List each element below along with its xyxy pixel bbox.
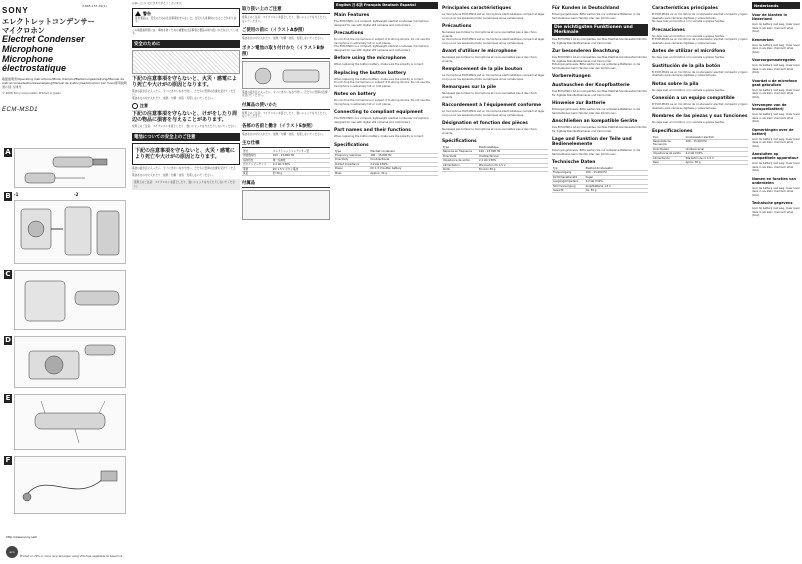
figure-b: [14, 200, 126, 264]
en-before-body: When replacing the button battery, make sure the polarity is correct.: [334, 63, 424, 66]
table-row: 出力インピーダンス 2.2 kΩ ±30%: [242, 163, 330, 167]
table-row: Ausgangsimpedanz 2,2 kΩ ±30%: [552, 180, 648, 184]
big-caution-text: 下記の注意事項を守らないと、けがをしたり周辺の物品に損害を与えることがあります。: [132, 111, 238, 123]
table-row: Mass Approx. 30 g: [334, 171, 438, 175]
en-precautions-heading: Precautions: [334, 31, 364, 36]
language-bar: English 日本語 Français Deutsch Español: [334, 2, 438, 9]
figure-label-e: E: [5, 394, 11, 402]
nl-before-heading: Voordat u de microfoon gaat gebruiken: [752, 78, 798, 87]
table-row: Output impedance 2.2 kΩ ±30%: [334, 162, 438, 166]
es-notes-body: No deje caer el micrófono ni lo someta a golpes fuertes.: [652, 88, 725, 92]
es-precautions-heading: Precauciones: [652, 27, 685, 33]
figure-e: [14, 394, 126, 450]
cable-illustration: [15, 457, 127, 515]
battery-replacement-illustration: [15, 201, 127, 265]
de-prep-heading: Vorbereitungen: [552, 74, 591, 79]
jp-battery-body: 電池の液が目に入ったら、すぐにきれいな水で洗い、ただちに医師の治療を受けてください。: [242, 90, 328, 97]
figure-a: [14, 148, 126, 188]
jp-body-b-repeat: 電池を火の中に入れたり、加熱・分解・改造・充電しないでください。: [132, 173, 215, 177]
dutch-column: [752, 2, 800, 562]
en-specs-heading: Specifications: [334, 142, 369, 148]
fr-replace-body: Le microphone ECM-MSD1 est un microphone électrostatique compact et léger conçu pour les appareils photo numériques et les caméscopes.: [442, 74, 545, 81]
de-replace-body: Das ECM-MSD1 ist ein kompaktes, leichtes Elektret-Kondensatormikrofon für digitale Standbildkameras und Camcorder.: [552, 90, 647, 97]
fr-before-heading: Avant d'utiliser le microphone: [442, 49, 517, 54]
nl-connect-heading: Aansluiten op compatibele apparatuur: [752, 152, 799, 160]
de-parts-body: Entsorgungshinweis: Bitte werfen Sie nur entladene Batterien in die Sammelboxen beim Handel oder den Kommunen.: [552, 149, 641, 156]
table-row: 周波数特性 100 – 15,000 Hz: [242, 154, 330, 158]
figure-f: [14, 456, 126, 514]
en-replace-body-2: Do not drop the microphone or subject it to strong shocks. Do not use the microphone in extremely hot or cold places.: [334, 81, 430, 88]
table-row: Directividad Unidireccional: [652, 147, 748, 151]
fr-replace-heading: Remplacement de la pile bouton: [442, 67, 523, 72]
table-row: Alimentación Pila botón de cc 1,5 V: [652, 156, 748, 160]
title-block: [2, 18, 130, 74]
en-parts-body: When replacing the button battery, make sure the polarity is correct.: [334, 135, 424, 138]
de-features-heading: Die wichtigsten Funktionen und Merkmale: [552, 24, 648, 36]
big-warning-text: 下記の注意事項を守らないと、火災・感電により死亡や大けがの原因となります。: [132, 75, 238, 88]
table-row: 指向特性 単一指向性: [242, 158, 330, 162]
de-connect-heading: Anschließen an kompatible Geräte: [552, 119, 638, 124]
microphone-illustration-a: [15, 149, 127, 189]
nl-replace-heading: Vervangen van de knoopcelbatterij: [752, 103, 787, 111]
jp-before-body: 電池を火の中に入れたり、加熱・分解・改造・充電しないでください。: [242, 37, 325, 40]
cover-column: [2, 2, 130, 562]
jp-body-c: 使用上のご注意：マイクロホンを落としたり、強いショックを与えたりしないでください。: [132, 125, 239, 128]
jp-operation-column: [242, 2, 330, 562]
de-customers-body: Entsorgungshinweis: Bitte werfen Sie nur entladene Batterien in die Sammelboxen beim Handel oder den Kommunen.: [552, 13, 641, 20]
fr-specs-heading: Spécifications: [442, 139, 477, 144]
nl-precautions-heading: Voorzorgsmaatregelen: [752, 58, 796, 62]
en-connect-body: The ECM-MSD1 is a compact, lightweight electret condenser microphone designed for use with digital still cameras and camcorders.: [334, 117, 429, 124]
es-before-heading: Antes de utilizar el micrófono: [652, 49, 726, 54]
figure-b1-label: -1: [14, 192, 19, 197]
es-features-body: El ECM-MSD1 es un micrófono de condensador electret compacto y ligero diseñado para cámaras digitales y videocámaras.: [652, 13, 748, 20]
jp-accessories-heading: 付属品: [242, 180, 330, 188]
figure-c: [14, 270, 126, 330]
nl-features-body: Gooi de batterij niet weg, maar lever deze in als klein chemisch afval (KCA).: [752, 43, 800, 54]
table-row: 電源 DC 1.5 V ボタン電池: [242, 167, 330, 171]
table-row: Richtcharakteristik Kugel: [552, 175, 648, 179]
safety-hatch-panel: [132, 50, 240, 74]
nl-language-heading: Nederlands: [752, 2, 800, 9]
title-fr-1: Microphone: [2, 53, 53, 64]
table-row: Power DC 1.5 V button battery: [334, 167, 438, 171]
warning-triangle-icon: [135, 11, 141, 16]
table-row: Poids Environ 30 g: [442, 168, 548, 172]
copyright: © 2006 Sony Corporation Printed in Japan: [2, 91, 61, 96]
jp-body-b: 電池を火の中に入れたり、加熱・分解・改造・充電しないでください。: [132, 96, 215, 100]
table-row: 形式 エレクトレットコンデンサー型: [242, 150, 330, 154]
es-parts-body: No deje caer el micrófono ni lo someta a golpes fuertes.: [652, 121, 725, 124]
jp-specs-table: [242, 150, 330, 176]
printed-note: Printed on 70% or more recycled paper using VOC-free vegetable oil based ink.: [20, 554, 124, 558]
camera-connection-illustration: [15, 337, 127, 389]
en-connect-heading: Connecting to compliant equipment: [334, 110, 423, 115]
jp-attach-body: 使用上のご注意：マイクロホンを落としたり、強いショックを与えたりしないでください。: [242, 111, 328, 118]
mounting-illustration: [15, 271, 127, 331]
nl-replace-body: Gooi de batterij niet weg, maar lever deze in als klein chemisch afval (KCA).: [752, 113, 800, 123]
fr-parts-body: Ne laissez pas tomber le microphone et ne le soumettez pas à des chocs violents.: [442, 128, 537, 135]
de-care-body-2: Entsorgungshinweis: Bitte werfen Sie nur entladene Batterien in die Sammelboxen beim Handel oder den Kommunen.: [552, 63, 641, 70]
brand-logo: SONY: [2, 6, 29, 15]
de-features-body: Das ECM-MSD1 ist ein kompaktes, leichtes Elektret-Kondensatormikrofon für digitale Standbildkameras und Camcorder.: [552, 38, 647, 45]
german-column: [552, 2, 648, 562]
table-row: Stromversorgung Knopfbatterie 1,5 V: [552, 184, 648, 188]
table-row: Type Electret condenser: [334, 150, 438, 154]
de-parts-heading: Lage und Funktion der Teile und Bedienelemente: [552, 137, 632, 147]
es-replace-heading: Sustitución de la pila botón: [652, 63, 721, 69]
en-specs-table: [334, 150, 438, 176]
table-row: Frequenzgang 100 – 15.000 Hz: [552, 171, 648, 175]
en-replace-heading: Replacing the button battery: [334, 70, 407, 76]
es-specs-heading: Especificaciones: [652, 128, 693, 134]
fr-before-body: Ne laissez pas tomber le microphone et ne le soumettez pas à des chocs violents.: [442, 56, 537, 63]
en-features-body: The ECM-MSD1 is a compact, lightweight electret condenser microphone designed for use with digital still cameras and camcorders.: [334, 20, 429, 27]
warning-body-2: この取扱説明書には、事故を防ぐための重要な注意事項と製品の取り扱いかたを示しています。: [132, 28, 239, 35]
de-connect-body: Das ECM-MSD1 ist ein kompaktes, leichtes Elektret-Kondensatormikrofon für digitale Standbildkameras und Camcorder.: [552, 126, 647, 133]
jp-before-heading: ご使用の前に（イラストA参照）: [242, 27, 330, 35]
nl-customers-heading: Voor de klanten in Nederland: [752, 13, 788, 21]
en-replace-body: When replacing the button battery, make sure the polarity is correct.: [334, 77, 424, 81]
table-row: Type Électrostatique: [442, 146, 548, 150]
title-jp-2: マイクロホン: [2, 25, 45, 35]
table-row: Frequency response 100 – 15,000 Hz: [334, 153, 438, 157]
fr-parts-heading: Désignation et fonction des pièces: [442, 121, 528, 126]
fr-features-body: Le microphone ECM-MSD1 est un microphone électrostatique compact et léger conçu pour les appareils photo numériques et les caméscopes.: [442, 13, 545, 20]
en-precautions-body-2: The ECM-MSD1 is a compact, lightweight electret condenser microphone designed for use with digital still cameras and camcorders.: [334, 45, 429, 52]
jp-battery-diagram: [242, 61, 330, 89]
warning-body-1: 電気製品は、安全のための注意事項を守らないと、火災や人身事故になることがあります。: [135, 16, 237, 23]
table-row: Typ Elektret-Kondensator: [552, 167, 648, 171]
en-notes-heading: Notes on battery: [334, 92, 376, 97]
nl-notes-heading: Opmerkingen over de batterij: [752, 127, 794, 136]
table-row: Gewicht Ca. 30 g: [552, 189, 648, 193]
de-care-body: Das ECM-MSD1 ist ein kompaktes, leichtes Elektret-Kondensatormikrofon für digitale Standbildkameras und Camcorder.: [552, 56, 647, 63]
table-row: Réponse en fréquence 100 – 15 000 Hz: [442, 150, 548, 154]
battery-safety-heading: 電池についての安全上のご注意: [132, 133, 240, 141]
en-features-heading: Main Features: [334, 13, 370, 18]
figure-label-a: A: [5, 148, 11, 156]
fr-connect-body: Le microphone ECM-MSD1 est un microphone électrostatique compact et léger conçu pour les appareils photo numériques et les caméscopes.: [442, 110, 545, 117]
jp-battery-heading: ボタン電池の取り付けかた（イラストB参照）: [242, 45, 330, 59]
es-features-heading: Características principales: [652, 6, 718, 11]
table-row: Peso Aprox. 30 g: [652, 160, 748, 164]
nl-precautions-body: Gooi de batterij niet weg, maar lever deze in als klein chemisch afval (KCA).: [752, 64, 800, 74]
es-connect-heading: Conexión a un equipo compatible: [652, 96, 735, 101]
es-connect-body: El ECM-MSD1 es un micrófono de condensador electret compacto y ligero diseñado para cámaras digitales y videocámaras.: [652, 103, 748, 110]
fr-connect-heading: Raccordement à l'équipement conforme: [442, 103, 542, 108]
nl-customers-body: Gooi de batterij niet weg, maar lever deze in als klein chemisch afval (KCA).: [752, 23, 800, 33]
eco-logo-icon: eco: [6, 546, 18, 558]
fr-notes-body: Ne laissez pas tomber le microphone et ne le soumettez pas à des chocs violents.: [442, 92, 537, 99]
parts-illustration: [15, 395, 127, 451]
table-row: Impédance de sortie 2,2 kΩ ±30%: [442, 159, 548, 163]
nl-connect-body: Gooi de batterij niet weg, maar lever deze in als klein chemisch afval (KCA).: [752, 162, 800, 172]
nl-parts-heading: Namen en functies van onderdelen: [752, 176, 796, 185]
french-column: [442, 2, 548, 562]
jp-body-a-repeat: 電池の液が目に入ったら、すぐにきれいな水で洗い、ただちに医師の治療を受けてください。: [132, 166, 236, 173]
manual-subtitles: 取扱説明書/Operating Instructions/Mode d'emploi/Bedienungsanleitung/Manual de instrucciones/Gebruiksaanwijzing/Manual de instruções/Istruzioni per l'uso/使用說明書/사용 설명서: [2, 77, 127, 90]
fr-precautions-body-2: Le microphone ECM-MSD1 est un microphone électrostatique compact et léger conçu pour les appareils photo numériques et les caméscopes.: [442, 38, 545, 45]
en-before-heading: Before using the microphone: [334, 56, 406, 61]
figure-label-b: B: [5, 192, 11, 200]
nl-before-body: Gooi de batterij niet weg, maar lever deze in als klein chemisch afval (KCA).: [752, 88, 800, 99]
warning-heading: 警告: [143, 10, 151, 16]
warning-box-1: [132, 8, 240, 27]
english-column: [334, 2, 438, 562]
jp-body-c-repeat: 使用上のご注意：マイクロホンを落としたり、強いショックを与えたりしないでください。: [132, 179, 240, 190]
de-replace-heading: Austauschen der Knopfbatterie: [552, 83, 630, 88]
caution-circle-icon: [132, 103, 138, 109]
de-customers-heading: Für Kunden in Deutschland: [552, 6, 620, 11]
model-number: ECM-MSD1: [2, 107, 39, 114]
spanish-column: [652, 2, 748, 562]
fr-notes-heading: Remarques sur la pile: [442, 85, 497, 90]
jp-parts-body: 電池を火の中に入れたり、加熱・分解・改造・充電しないでください。: [242, 132, 325, 136]
battery-icon: [243, 62, 329, 90]
figure-b2-label: -2: [74, 192, 79, 197]
jp-safety-column: [132, 2, 240, 562]
title-fr-2: électrostatique: [2, 63, 67, 74]
es-replace-body: El ECM-MSD1 es un micrófono de condensador electret compacto y ligero diseñado para cámaras digitales y videocámaras.: [652, 70, 748, 77]
jp-handling-heading: 取り扱い上のご注意: [242, 6, 330, 14]
en-notes-body: Do not drop the microphone or subject it to strong shocks. Do not use the microphone in extremely hot or cold places.: [334, 99, 430, 106]
title-en-2: Microphone: [2, 43, 53, 54]
nl-parts-body: Gooi de batterij niet weg, maar lever deze in als klein chemisch afval (KCA).: [752, 186, 800, 197]
jp-attach-heading: 付属品の使いかた: [242, 102, 330, 110]
es-precautions-body: No deje caer el micrófono ni lo someta a golpes fuertes.: [652, 34, 725, 38]
table-row: 質量 約 30 g: [242, 172, 330, 176]
safety-heading: 安全のために: [132, 40, 240, 48]
warranty-box: [242, 190, 330, 220]
de-notes-heading: Hinweise zur Batterie: [552, 101, 606, 106]
title-en-1: Electret Condenser: [2, 34, 85, 44]
de-care-heading: Zur besonderen Beachtung: [552, 49, 620, 54]
es-features-body-2: No deje caer el micrófono ni lo someta a golpes fuertes.: [652, 20, 725, 23]
figure-d: [14, 336, 126, 388]
fr-features-heading: Principales caractéristiques: [442, 6, 511, 11]
table-row: Impedancia de salida 2,2 kΩ ±30%: [652, 152, 748, 156]
es-precautions-body-2: El ECM-MSD1 es un micrófono de condensador electret compacto y ligero diseñado para cámaras digitales y videocámaras.: [652, 38, 748, 45]
jp-specs-heading: 主な仕様: [242, 140, 330, 148]
de-specs-heading: Technische Daten: [552, 160, 596, 165]
fr-precautions-heading: Précautions: [442, 24, 472, 29]
battery-warning-box: [132, 143, 240, 165]
nl-specs-body: Gooi de batterij niet weg, maar lever deze in als klein chemisch afval (KCA).: [752, 207, 800, 217]
fr-specs-table: [442, 146, 548, 172]
figure-label-f: F: [5, 456, 11, 464]
table-row: Respuesta de frecuencia 100 – 15.000 Hz: [652, 139, 748, 147]
de-specs-table: [552, 167, 648, 193]
title-jp-1: エレクトレットコンデンサー: [2, 17, 95, 26]
caution-heading: 注意: [140, 103, 148, 108]
nl-features-heading: Kenmerken: [752, 37, 774, 42]
jp-intro: お買い上げいただきありがとうございます。: [132, 2, 184, 5]
table-row: Alimentation Pile bouton CC 1,5 V: [442, 163, 548, 167]
nl-notes-body: Gooi de batterij niet weg, maar lever deze in als klein chemisch afval (KCA).: [752, 137, 800, 148]
de-notes-body: Entsorgungshinweis: Bitte werfen Sie nur entladene Batterien in die Sammelboxen beim Handel oder den Kommunen.: [552, 108, 641, 115]
jp-parts-heading: 各部の名前と働き（イラストE参照）: [242, 123, 330, 131]
en-parts-heading: Part names and their functions: [334, 128, 411, 133]
nl-specs-heading: Technische gegevens: [752, 201, 793, 205]
table-row: Directivity Uni-directional: [334, 158, 438, 162]
figure-label-d: D: [5, 336, 11, 344]
sony-url[interactable]: http://www.sony.net/: [6, 535, 37, 539]
jp-body-a: 電池の液が目に入ったら、すぐにきれいな水で洗い、ただちに医師の治療を受けてください。: [132, 89, 236, 96]
table-row: Directivité Unidirectionnel: [442, 154, 548, 158]
part-number: 3-865-157-01(1): [82, 4, 107, 8]
es-before-body: No deje caer el micrófono ni lo someta a golpes fuertes.: [652, 56, 725, 59]
jp-handling-body: 使用上のご注意：マイクロホンを落としたり、強いショックを与えたりしないでください。: [242, 16, 328, 23]
es-specs-table: [652, 136, 748, 166]
es-notes-heading: Notas sobre la pila: [652, 81, 699, 87]
fr-precautions-body: Ne laissez pas tomber le microphone et ne le soumettez pas à des chocs violents.: [442, 31, 537, 38]
table-row: Tipo Condensador electret: [652, 136, 748, 140]
figure-label-c: C: [5, 270, 11, 278]
battery-warning-text: 下記の注意事項を守らないと、火災・感電により死亡や大けがの原因となります。: [135, 147, 236, 160]
es-parts-heading: Nombres de las piezas y sus funciones: [652, 114, 748, 119]
en-precautions-body: Do not drop the microphone or subject it to strong shocks. Do not use the microphone in extremely hot or cold places.: [334, 38, 430, 45]
